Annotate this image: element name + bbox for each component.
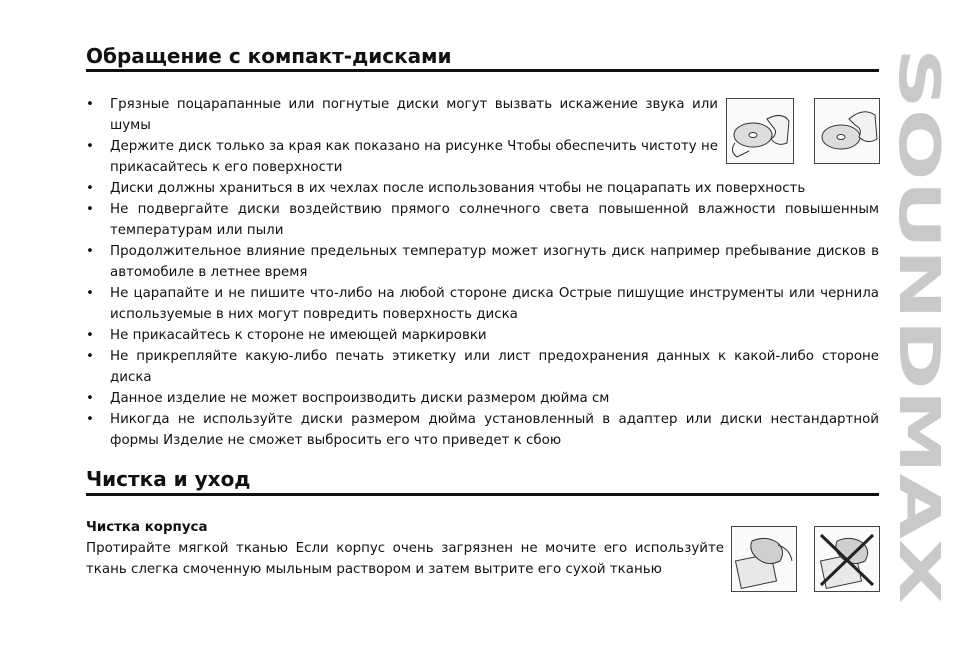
cleaning-paragraph: Протирайте мягкой тканью Если корпус очень загрязнен не мочите его используйте ткань слегка смоченную мыльным раствором и затем вытрите его сухой тканью <box>86 541 724 577</box>
section-title-disc-handling: Обращение с компакт-дисками <box>86 44 452 68</box>
list-item: • Не прикасайтесь к стороне не имеющей маркировки <box>86 325 879 346</box>
disc-care-list <box>86 94 879 451</box>
list-item: • Не подвергайте диски воздействию прямого солнечного света повышенной влажности повышенным температурам или пыли <box>86 199 879 241</box>
cleaning-cloth-illustration <box>731 526 797 592</box>
svg-text:SOUNDMAX: SOUNDMAX <box>885 48 945 418</box>
section-title-cleaning: Чистка и уход <box>86 467 251 491</box>
prohibited-icon <box>815 527 879 591</box>
subsection-title: Чистка корпуса <box>86 520 208 535</box>
list-item: • Никогда не используйте диски размером дюйма установленный в адаптер или диски нестандартной формы Изделие не сможет выбросить его что приведет к сбою <box>86 409 879 451</box>
section-divider <box>86 69 879 72</box>
brand-logo <box>885 48 945 608</box>
list-item: • Грязные поцарапанные или погнутые диски могут вызвать искажение звука или шумы <box>86 94 718 136</box>
list-item: • Данное изделие не может воспроизводить диски размером дюйма см <box>86 388 879 409</box>
cloth-icon <box>732 527 796 591</box>
section-divider <box>86 493 879 496</box>
list-item: • Не прикрепляйте какую-либо печать этикетку или лист предохранения данных к какой-либо стороне диска <box>86 346 879 388</box>
list-item: • Продолжительное влияние предельных температур может изогнуть диск например пребывание дисков в автомобиле в летнее время <box>86 241 879 283</box>
list-item: • Держите диск только за края как показано на рисунке Чтобы обеспечить чистоту не прикасайтесь к его поверхности <box>86 136 718 178</box>
no-wet-cloth-illustration <box>814 526 880 592</box>
list-item: • Не царапайте и не пишите что-либо на любой стороне диска Острые пишущие инструменты или чернила используемые в них могут повредить поверхность диска <box>86 283 879 325</box>
list-item: • Диски должны храниться в их чехлах после использования чтобы не поцарапать их поверхность <box>86 178 879 199</box>
